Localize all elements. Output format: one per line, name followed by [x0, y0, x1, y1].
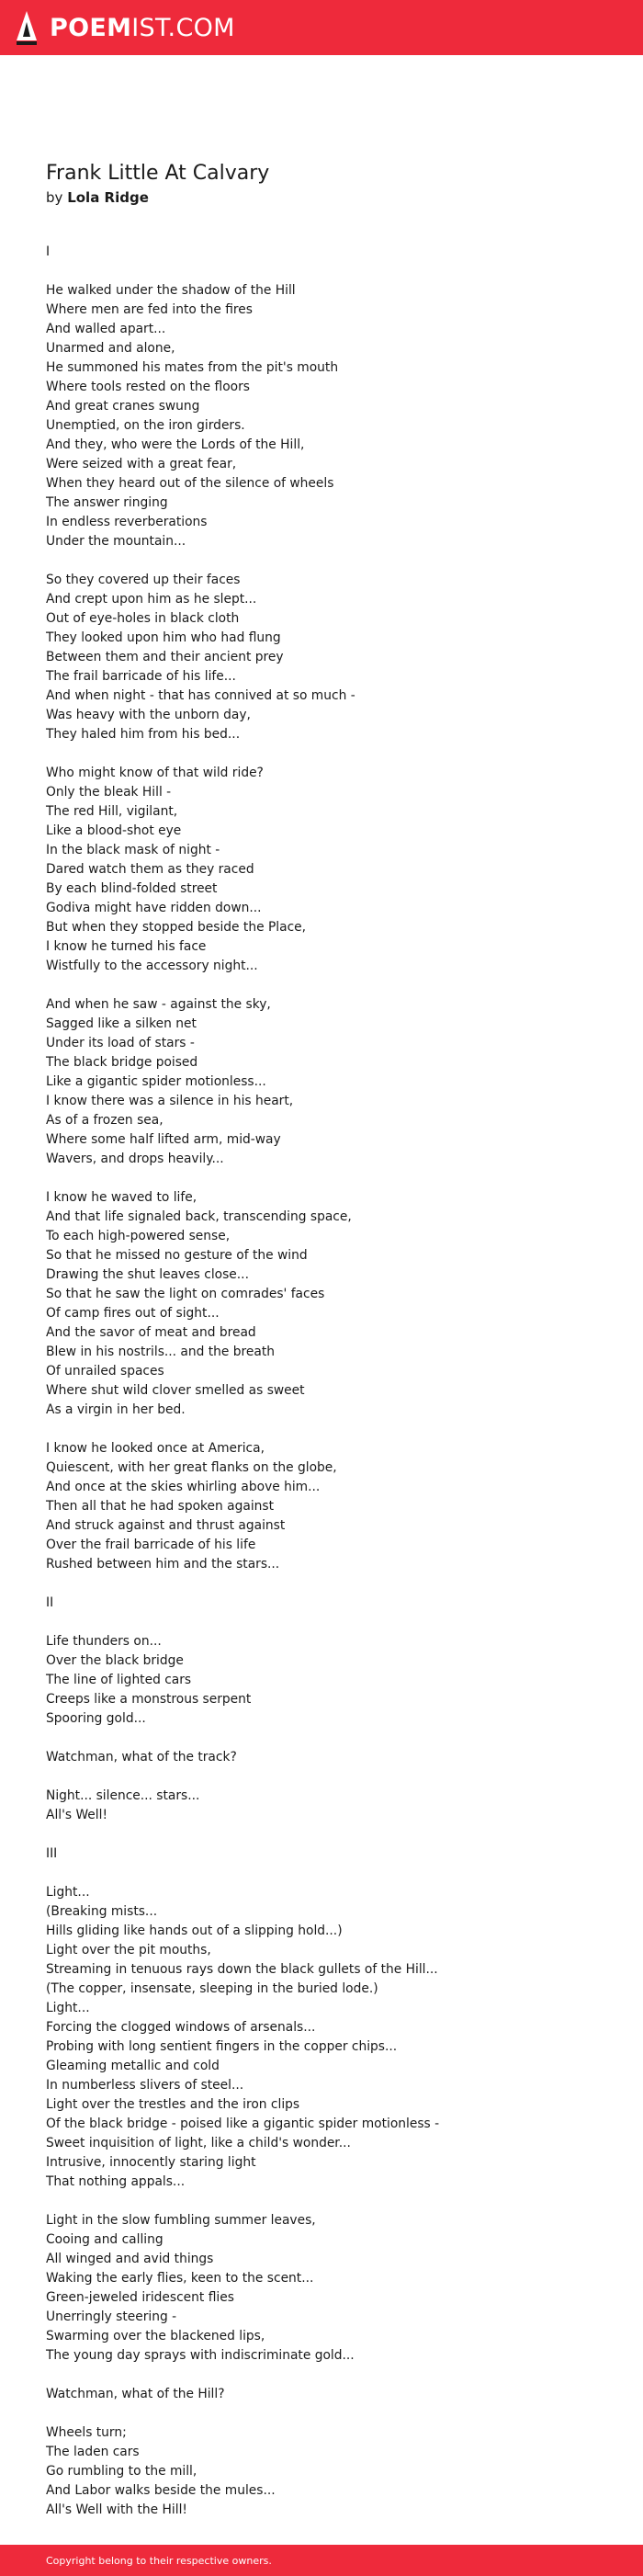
poem-line: Wistfully to the accessory night... [46, 959, 258, 974]
poem-line: Light in the slow fumbling summer leaves, [46, 2213, 316, 2229]
poem-line: Spooring gold... [46, 1711, 146, 1727]
poem-line: Out of eye-holes in black cloth [46, 611, 240, 627]
poem-line: Watchman, what of the track? [46, 1750, 237, 1765]
poem-line: And once at the skies whirling above him... [46, 1480, 321, 1495]
poem-line: III [46, 1846, 58, 1862]
site-header [0, 0, 643, 55]
poem-body [46, 243, 597, 2520]
poem-line: The black bridge poised [46, 1055, 198, 1071]
poem-line: Light... [46, 1885, 90, 1901]
poem-line: But when they stopped beside the Place, [46, 920, 307, 936]
site-footer [0, 2545, 643, 2576]
poem-line: Under the mountain... [46, 534, 186, 550]
poem-line: Where tools rested on the floors [46, 380, 250, 395]
poem-line: They haled him from his bed... [46, 727, 241, 743]
poem-line: Blew in his nostrils... and the breath [46, 1345, 276, 1360]
poem-line: The laden cars [46, 2445, 140, 2460]
poem-line: Dared watch them as they raced [46, 862, 254, 878]
poem-line: Streaming in tenuous rays down the black gullets of the Hill... [46, 1962, 438, 1978]
poem-line: As a virgin in her bed. [46, 1402, 186, 1418]
poem-line: (Breaking mists... [46, 1904, 158, 1920]
poem-line: (The copper, insensate, sleeping in the buried lode.) [46, 1981, 378, 1997]
poem-line: Where shut wild clover smelled as sweet [46, 1383, 305, 1399]
poem-line: The line of lighted cars [46, 1673, 192, 1688]
poem-line: So they covered up their faces [46, 573, 241, 588]
poem-stanza [46, 243, 597, 262]
poem-line: To each high-powered sense, [46, 1229, 231, 1244]
poem-line: Gleaming metallic and cold [46, 2059, 220, 2074]
poem-line: When they heard out of the silence of wheels [46, 476, 334, 492]
poem-line: Go rumbling to the mill, [46, 2464, 197, 2480]
poem-line: Between them and their ancient prey [46, 650, 284, 665]
copyright-text: Copyright belong to their respective owners. [46, 2554, 272, 2567]
poem-line: Creeps like a monstrous serpent [46, 1692, 252, 1708]
by-label: by [46, 189, 63, 207]
poem-line: Quiescent, with her great flanks on the globe, [46, 1460, 337, 1476]
brand-name-bold: POEM [50, 13, 132, 42]
poem-line: In the black mask of night - [46, 843, 220, 858]
poem-title: Frank Little At Calvary [46, 162, 270, 185]
poem-stanza [46, 1748, 597, 1767]
poem-line: And great cranes swung [46, 399, 200, 414]
poem-content [0, 55, 643, 2520]
poem-line: Were seized with a great fear, [46, 457, 237, 472]
poem-stanza [46, 1594, 597, 1613]
poem-stanza [46, 1439, 597, 1574]
poem-stanza [46, 2385, 597, 2404]
poem-line: As of a frozen sea, [46, 1113, 164, 1129]
poem-line: Of camp fires out of sight... [46, 1306, 220, 1322]
poem-line: And the savor of meat and bread [46, 1325, 256, 1341]
poem-line: Was heavy with the unborn day, [46, 708, 251, 723]
author-name[interactable]: Lola Ridge [67, 189, 149, 207]
poem-line: Who might know of that wild ride? [46, 766, 264, 781]
poem-line: By each blind-folded street [46, 881, 218, 897]
poem-line: Unerringly steering - [46, 2309, 177, 2325]
poem-line: And struck against and thrust against [46, 1518, 286, 1534]
poem-line: He walked under the shadow of the Hill [46, 283, 296, 299]
poem-line: So that he missed no gesture of the wind [46, 1248, 308, 1264]
poem-line: Over the black bridge [46, 1653, 184, 1669]
poem-line: And Labor walks beside the mules... [46, 2483, 276, 2499]
poem-stanza [46, 1632, 597, 1729]
poem-line: In numberless slivers of steel... [46, 2078, 244, 2094]
poem-line: The young day sprays with indiscriminate gold... [46, 2348, 355, 2364]
poem-line: Probing with long sentient fingers in the copper chips... [46, 2039, 398, 2055]
poem-line: Forcing the clogged windows of arsenals... [46, 2020, 316, 2036]
poem-stanza [46, 2211, 597, 2366]
poem-line: The red Hill, vigilant, [46, 804, 178, 820]
poem-line: I know he waved to life, [46, 1190, 197, 1206]
poem-line: That nothing appals... [46, 2174, 186, 2190]
poem-stanza [46, 1883, 597, 2192]
site-logo-link[interactable] [50, 13, 235, 42]
poem-line: Unarmed and alone, [46, 341, 175, 357]
poem-line: All's Well! [46, 1808, 107, 1823]
pen-nib-icon[interactable] [15, 9, 39, 46]
poem-line: He summoned his mates from the pit's mouth [46, 360, 339, 376]
poem-line: Like a blood-shot eye [46, 823, 182, 839]
poem-stanza [46, 281, 597, 551]
byline [46, 189, 597, 206]
poem-line: Green-jeweled iridescent flies [46, 2290, 234, 2306]
poem-line: Cooing and calling [46, 2232, 164, 2248]
poem-line: And when night - that has connived at so much - [46, 688, 355, 704]
poem-line: The frail barricade of his life... [46, 669, 236, 685]
poem-line: Night... silence... stars... [46, 1788, 200, 1804]
poem-line: And that life signaled back, transcending space, [46, 1209, 352, 1225]
poem-line: Where men are fed into the fires [46, 302, 253, 318]
poem-line: Of unrailed spaces [46, 1364, 164, 1379]
poem-line: Swarming over the blackened lips, [46, 2329, 265, 2344]
poem-line: Wavers, and drops heavily... [46, 1152, 224, 1167]
poem-line: Of the black bridge - poised like a gigantic spider motionless - [46, 2116, 440, 2132]
poem-line: Rushed between him and the stars... [46, 1557, 280, 1572]
brand-name-rest: IST.COM [131, 13, 235, 42]
poem-line: Light over the trestles and the iron clips [46, 2097, 300, 2113]
poem-line: Sagged like a silken net [46, 1016, 197, 1032]
poem-line: Drawing the shut leaves close... [46, 1267, 249, 1283]
poem-line: Where some half lifted arm, mid-way [46, 1132, 281, 1148]
poem-line: Watchman, what of the Hill? [46, 2387, 225, 2402]
poem-line: And they, who were the Lords of the Hill, [46, 437, 305, 453]
poem-stanza [46, 1844, 597, 1864]
poem-line: All's Well with the Hill! [46, 2502, 187, 2518]
poem-line: Wheels turn; [46, 2425, 127, 2441]
poem-line: Like a gigantic spider motionless... [46, 1074, 266, 1090]
poem-line: In endless reverberations [46, 515, 208, 530]
poem-line: I know he looked once at America, [46, 1441, 265, 1457]
poem-line: All winged and avid things [46, 2252, 214, 2267]
poem-stanza [46, 571, 597, 744]
poem-line: Only the bleak Hill - [46, 785, 172, 800]
poem-line: So that he saw the light on comrades' faces [46, 1287, 325, 1302]
poem-line: The answer ringing [46, 495, 168, 511]
poem-line: Unemptied, on the iron girders. [46, 418, 245, 434]
poem-line: I [46, 244, 51, 260]
poem-line: Godiva might have ridden down... [46, 901, 262, 916]
poem-line: Hills gliding like hands out of a slipping hold...) [46, 1923, 343, 1939]
poem-line: Sweet inquisition of light, like a child's wonder... [46, 2136, 351, 2151]
poem-stanza [46, 1188, 597, 1420]
poem-line: Life thunders on... [46, 1634, 162, 1650]
poem-line: Light... [46, 2001, 90, 2016]
poem-line: Under its load of stars - [46, 1036, 195, 1051]
poem-stanza [46, 2423, 597, 2520]
poem-stanza [46, 764, 597, 976]
poem-line: Over the frail barricade of his life [46, 1538, 256, 1553]
poem-line: And walled apart... [46, 322, 166, 337]
poem-stanza [46, 1787, 597, 1825]
poem-stanza [46, 995, 597, 1169]
poem-line: And crept upon him as he slept... [46, 592, 257, 607]
poem-line: Intrusive, innocently staring light [46, 2155, 256, 2171]
poem-line: Waking the early flies, keen to the scent... [46, 2271, 314, 2287]
poem-line: Light over the pit mouths, [46, 1943, 211, 1958]
poem-line: They looked upon him who had flung [46, 630, 281, 646]
poem-line: II [46, 1595, 54, 1611]
poem-line: I know he turned his face [46, 939, 207, 955]
poem-line: Then all that he had spoken against [46, 1499, 275, 1515]
poem-line: I know there was a silence in his heart, [46, 1094, 294, 1109]
poem-line: And when he saw - against the sky, [46, 997, 271, 1013]
